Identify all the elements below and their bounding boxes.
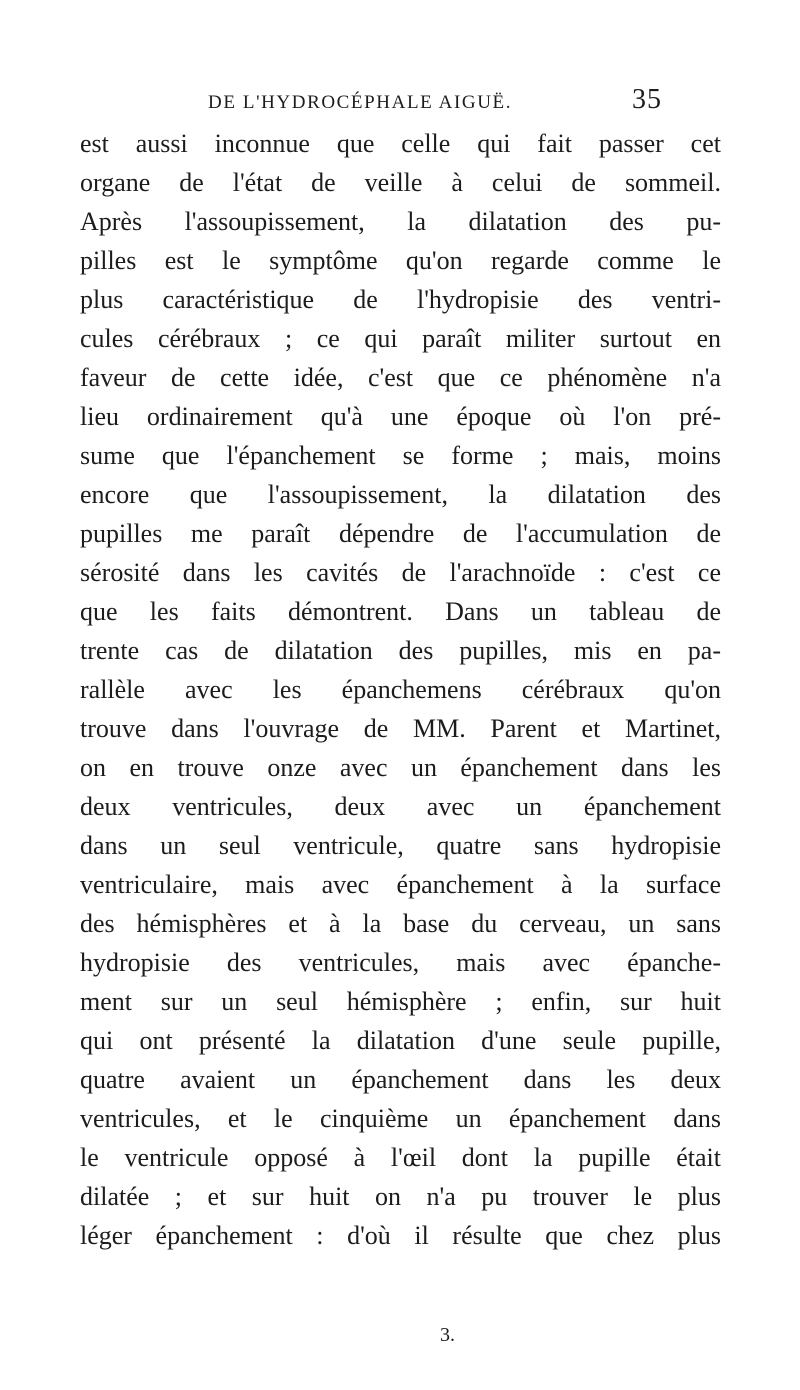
text-line: est aussi inconnue que celle qui fait passer cet bbox=[80, 129, 721, 158]
text-line: lieu ordinairement qu'à une époque où l'on pré- bbox=[80, 402, 721, 431]
text-line: pilles est le symptôme qu'on regarde comme le bbox=[80, 246, 721, 275]
text-line: organe de l'état de veille à celui de sommeil. bbox=[80, 168, 721, 197]
text-line: léger épanchement : d'où il résulte que chez plus bbox=[80, 1221, 721, 1250]
body-text bbox=[80, 124, 721, 1255]
running-header: DE L'HYDROCÉPHALE AIGUË. bbox=[208, 92, 513, 113]
text-line: pupilles me paraît dépendre de l'accumulation de bbox=[80, 519, 721, 548]
text-line: ment sur un seul hémisphère ; enfin, sur huit bbox=[80, 987, 721, 1016]
text-line: Après l'assoupissement, la dilatation des pu- bbox=[80, 207, 721, 236]
text-line: trouve dans l'ouvrage de MM. Parent et Martinet, bbox=[80, 714, 721, 743]
text-line: dilatée ; et sur huit on n'a pu trouver le plus bbox=[80, 1182, 721, 1211]
text-line: ventriculaire, mais avec épanchement à la surface bbox=[80, 870, 721, 899]
text-line: trente cas de dilatation des pupilles, mis en pa- bbox=[80, 636, 721, 665]
page-number: 35 bbox=[632, 84, 662, 115]
text-line: quatre avaient un épanchement dans les deux bbox=[80, 1065, 721, 1094]
text-line: plus caractéristique de l'hydropisie des ventri- bbox=[80, 285, 721, 314]
text-line: rallèle avec les épanchemens cérébraux qu'on bbox=[80, 675, 721, 704]
signature-mark: 3. bbox=[440, 1324, 455, 1346]
text-line: le ventricule opposé à l'œil dont la pupille était bbox=[80, 1143, 721, 1172]
text-line: cules cérébraux ; ce qui paraît militer surtout en bbox=[80, 324, 721, 353]
text-line: deux ventricules, deux avec un épanchement bbox=[80, 792, 721, 821]
text-line: que les faits démontrent. Dans un tableau de bbox=[80, 597, 721, 626]
text-line: ventricules, et le cinquième un épanchement dans bbox=[80, 1104, 721, 1133]
text-line: qui ont présenté la dilatation d'une seule pupille, bbox=[80, 1026, 721, 1055]
text-line: faveur de cette idée, c'est que ce phénomène n'a bbox=[80, 363, 721, 392]
text-line: sérosité dans les cavités de l'arachnoïde : c'est ce bbox=[80, 558, 721, 587]
text-line: on en trouve onze avec un épanchement dans les bbox=[80, 753, 721, 782]
text-line: dans un seul ventricule, quatre sans hydropisie bbox=[80, 831, 721, 860]
text-line: des hémisphères et à la base du cerveau, un sans bbox=[80, 909, 721, 938]
text-line: hydropisie des ventricules, mais avec épanche- bbox=[80, 948, 721, 977]
text-line: sume que l'épanchement se forme ; mais, moins bbox=[80, 441, 721, 470]
text-line: encore que l'assoupissement, la dilatation des bbox=[80, 480, 721, 509]
